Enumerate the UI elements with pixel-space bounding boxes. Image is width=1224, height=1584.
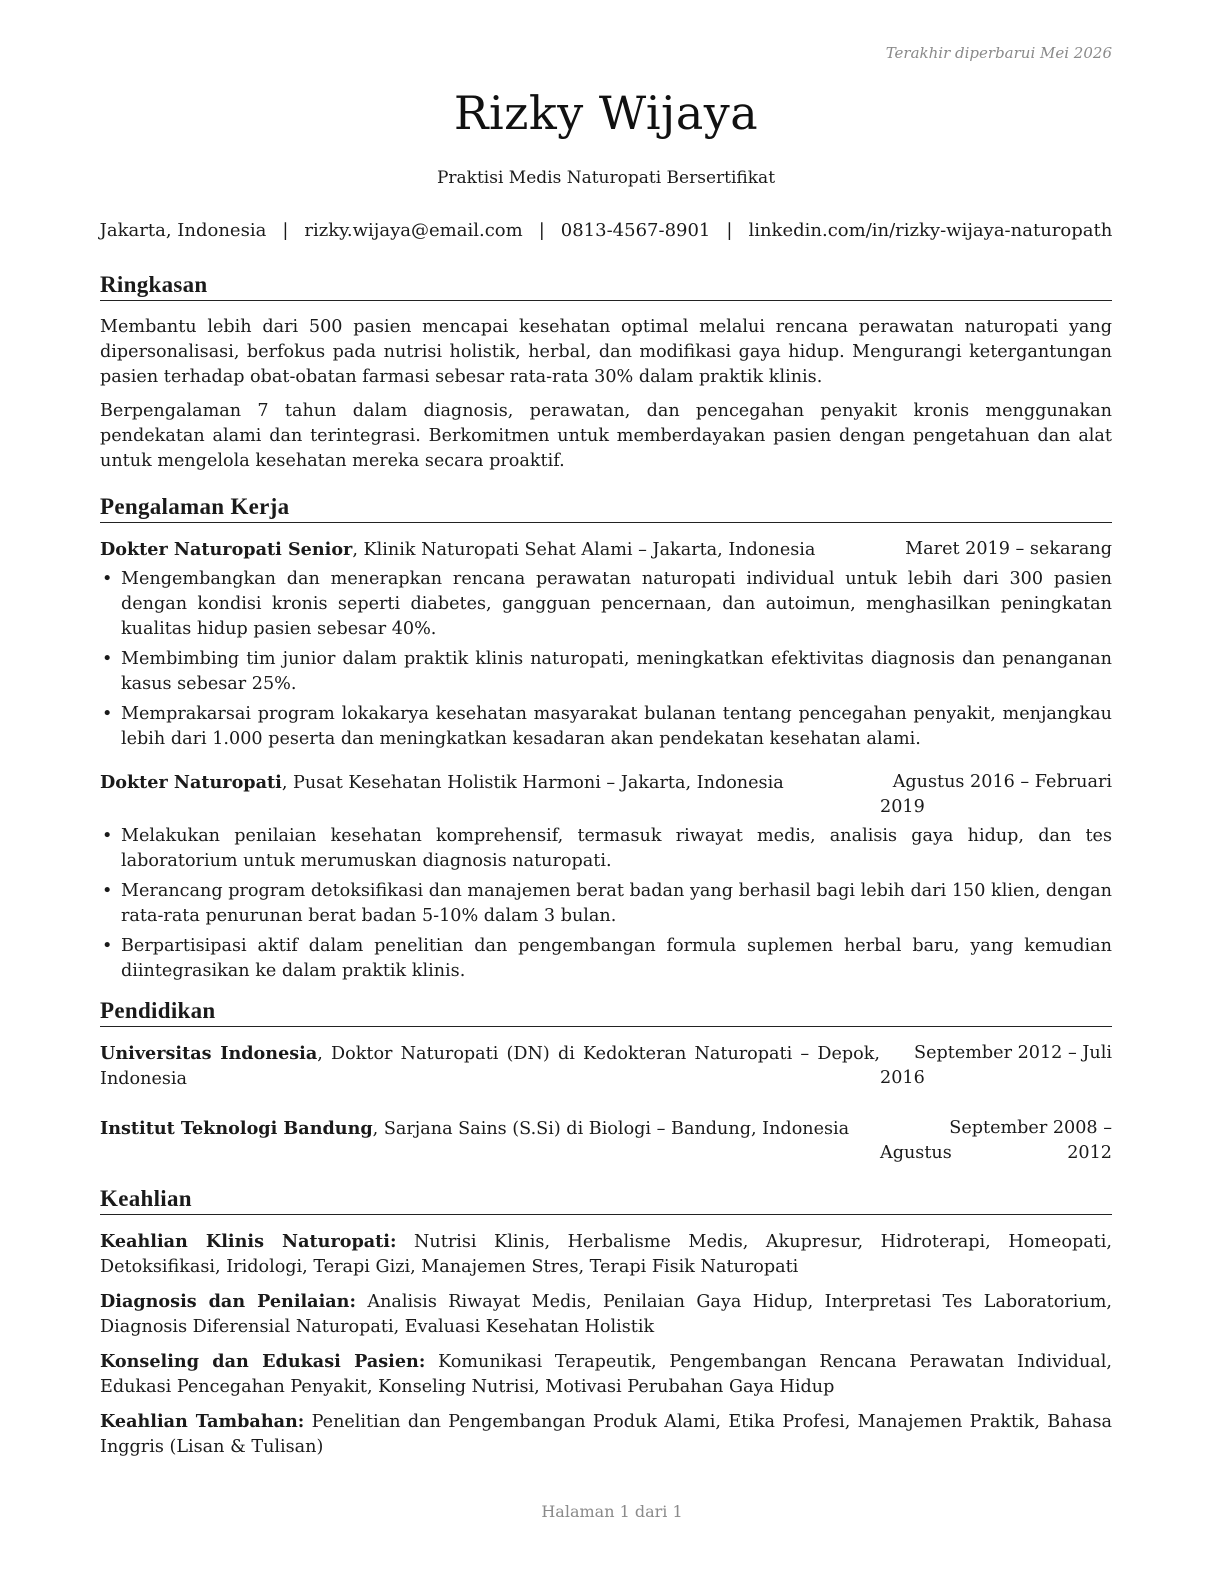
section-title-summary: Ringkasan <box>100 272 1112 301</box>
job-dates: Agustus 2016 – Februari 2019 <box>880 772 1112 817</box>
section-title-education: Pendidikan <box>100 998 1112 1027</box>
last-updated-note: Terakhir diperbarui Mei 2026 <box>885 44 1112 62</box>
contact-location: Jakarta, Indonesia <box>99 220 267 241</box>
education-dates: September 2008 – Agustus 2012 <box>880 1118 1112 1163</box>
education-entry <box>100 1041 1112 1092</box>
skill-group-text: Penelitian dan Pengembangan Produk Alami, Etika Profesi, Manajemen Praktik, Bahasa Inggris (Lisan & Tulisan) <box>100 1412 1112 1457</box>
education-dates: September 2012 – Juli 2016 <box>880 1043 1112 1088</box>
skill-group <box>100 1229 1112 1280</box>
skill-group-text: Nutrisi Klinis, Herbalisme Medis, Akupresur, Hidroterapi, Homeopati, Detoksifikasi, Iridologi, Terapi Gizi, Manajemen Stres, Terapi Fisik Naturopati <box>100 1232 1112 1277</box>
job-dates: Maret 2019 – sekarang <box>905 539 1112 559</box>
contact-separator: | <box>726 220 733 241</box>
contact-separator: | <box>538 220 545 241</box>
job-bullets <box>100 567 1112 752</box>
resume-content <box>100 272 1112 1469</box>
job-entry <box>100 770 1112 984</box>
education-school: Universitas Indonesia <box>100 1043 318 1064</box>
job-bullet: • Membimbing tim junior dalam praktik klinis naturopati, meningkatkan efektivitas diagnosis dan penanganan kasus sebesar 25%. <box>100 647 1112 697</box>
job-bullet: • Merancang program detoksifikasi dan manajemen berat badan yang berhasil bagi lebih dari 150 klien, dengan rata-rata penurunan berat badan 5-10% dalam 3 bulan. <box>100 879 1112 929</box>
skill-group-text: Analisis Riwayat Medis, Penilaian Gaya Hidup, Interpretasi Tes Laboratorium, Diagnosis Diferensial Naturopati, Evaluasi Kesehatan Holistik <box>100 1292 1112 1337</box>
job-role: Dokter Naturopati Senior <box>100 539 353 560</box>
job-bullet: • Berpartisipasi aktif dalam penelitian dan pengembangan formula suplemen herbal baru, yang kemudian diintegrasikan ke dalam praktik klinis. <box>100 934 1112 984</box>
skill-group-text: Komunikasi Terapeutik, Pengembangan Rencana Perawatan Individual, Edukasi Pencegahan Penyakit, Konseling Nutrisi, Motivasi Perubahan Gaya Hidup <box>100 1352 1112 1397</box>
job-organization: , Pusat Kesehatan Holistik Harmoni – Jakarta, Indonesia <box>281 773 784 793</box>
job-header <box>100 770 1112 820</box>
job-bullets <box>100 824 1112 984</box>
skill-group <box>100 1349 1112 1400</box>
job-bullet: • Mengembangkan dan menerapkan rencana perawatan naturopati individual untuk lebih dari 300 pasien dengan kondisi kronis seperti diabetes, gangguan pencernaan, dan autoimun, menghasilkan peningkatan kualitas hidup pasien sebesar 40%. <box>100 567 1112 642</box>
experience-section <box>100 494 1112 984</box>
summary-paragraph: Membantu lebih dari 500 pasien mencapai kesehatan optimal melalui rencana perawatan naturopati yang dipersonalisasi, berfokus pada nutrisi holistik, herbal, dan modifikasi gaya hidup. Mengurangi ketergantungan pasien terhadap obat-obatan farmasi sebesar rata-rata 30% dalam praktik klinis. <box>100 317 1112 387</box>
contact-line <box>60 220 1152 241</box>
skills-section <box>100 1186 1112 1460</box>
contact-email[interactable]: rizky.wijaya@email.com <box>304 220 523 241</box>
summary-section <box>100 272 1112 474</box>
candidate-name: Rizky Wijaya <box>453 86 759 140</box>
contact-linkedin[interactable]: linkedin.com/in/rizky-wijaya-naturopath <box>748 220 1113 241</box>
education-detail: , Sarjana Sains (S.Si) di Biologi – Bandung, Indonesia <box>372 1119 850 1139</box>
section-title-experience: Pengalaman Kerja <box>100 494 1112 523</box>
skill-group <box>100 1409 1112 1460</box>
job-organization: , Klinik Naturopati Sehat Alami – Jakarta, Indonesia <box>352 540 816 560</box>
skill-group-label: Keahlian Tambahan: <box>100 1411 305 1432</box>
skill-group-label: Keahlian Klinis Naturopati: <box>100 1231 397 1252</box>
education-detail: , Doktor Naturopati (DN) di Kedokteran Naturopati – Depok, Indonesia <box>100 1044 880 1089</box>
skill-group-label: Diagnosis dan Penilaian: <box>100 1291 356 1312</box>
job-role: Dokter Naturopati <box>100 772 282 793</box>
job-entry <box>100 537 1112 752</box>
education-section <box>100 998 1112 1166</box>
section-title-skills: Keahlian <box>100 1186 1112 1215</box>
job-bullet: • Melakukan penilaian kesehatan komprehensif, termasuk riwayat medis, analisis gaya hidup, dan tes laboratorium untuk merumuskan diagnosis naturopati. <box>100 824 1112 874</box>
page-number: Halaman 1 dari 1 <box>541 1502 683 1521</box>
skill-group <box>100 1289 1112 1340</box>
contact-separator: | <box>282 220 289 241</box>
contact-phone[interactable]: 0813-4567-8901 <box>560 220 711 241</box>
candidate-title: Praktisi Medis Naturopati Bersertifikat <box>436 168 776 188</box>
education-school: Institut Teknologi Bandung <box>100 1118 373 1139</box>
job-header <box>100 537 1112 563</box>
job-bullet: • Memprakarsai program lokakarya kesehatan masyarakat bulanan tentang pencegahan penyakit, menjangkau lebih dari 1.000 peserta dan meningkatkan kesadaran akan pendekatan kesehatan alami. <box>100 702 1112 752</box>
education-entry <box>100 1116 1112 1166</box>
summary-paragraph: Berpengalaman 7 tahun dalam diagnosis, perawatan, dan pencegahan penyakit kronis menggunakan pendekatan alami dan terintegrasi. Berkomitmen untuk memberdayakan pasien dengan pengetahuan dan alat untuk mengelola kesehatan mereka secara proaktif. <box>100 401 1112 471</box>
skill-group-label: Konseling dan Edukasi Pasien: <box>100 1351 426 1372</box>
